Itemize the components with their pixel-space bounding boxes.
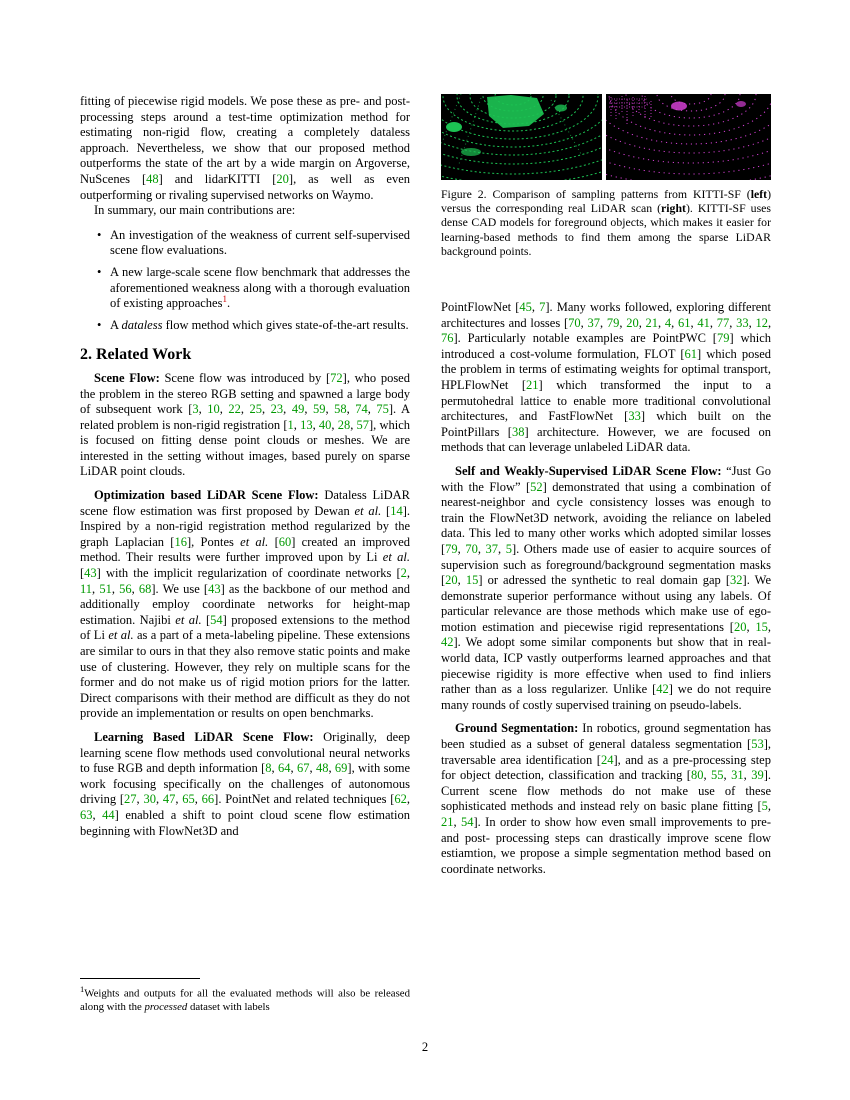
ground-segmentation-paragraph: Ground Segmentation: In robotics, ground segmentation has been studied as a subset of general dataless segmentation [53], traversable area identification [24], and as a pre-processing step for object detection, classification and tracking [80, 55, 31, 39]. Current scene flow methods do not make use of these sophisticated methods and instead rely on basic plane fitting [5, 21, 54]. In order to show how even small improvements to pre- and post- processing steps can drastically improve scene flow estiamtion, we propose a simple segmentation method based on coordinate networks. [441,721,772,876]
citation-link[interactable]: 31 [731,768,744,783]
citation-link[interactable]: 75 [376,402,389,417]
citation-link[interactable]: 49 [291,402,305,417]
citation-link[interactable]: 57 [356,417,370,432]
citation-link[interactable]: 39 [751,768,764,783]
citation-link[interactable]: 7 [539,300,546,315]
citation-link[interactable]: 20 [626,315,639,330]
pointflownet-paragraph: PointFlowNet [45, 7]. Many works followed, exploring different architectures and losses [70, 37, 79, 20, 21, 4, 61, 41, 77, 33, 12, 76]. Particularly notable examples are PointPWC [79] which introduced a cost-volume formulation, FLOT [61] which posed the problem in terms of estimating weights for optimal transport, HPLFlowNet [21] which transformed the input to a permutohedral lattice to enable more traditional convolutional architectures, and FastFlowNet [33] which built on the PointPillars [38] architecture. However, we are focused on methods that can leverage unlabeled LiDAR data. [441,300,772,455]
right-column [441,94,771,877]
citation-link[interactable]: 13 [300,417,313,432]
paragraph-lead: Ground Segmentation: [455,721,579,736]
citation-link[interactable]: 48 [146,171,159,186]
citation-link[interactable]: 37 [485,541,499,556]
citation-link[interactable]: 41 [697,315,710,330]
contributions-list [80,228,410,334]
citation-link[interactable]: 24 [600,752,614,767]
intro-continuation-paragraph: fitting of piecewise rigid models. We pose these as pre- and post-processing steps around a test-time optimization method for estimating non-rigid flow, creating a completely dataless approach. Nevertheless, we show that our proposed method outperforms the state of the art by a wide margin on Argoverse, NuScenes [48] and lidarKITTI [20], as well as even outperforming or rivaling supervised networks on Waymo. [80,94,410,202]
citation-link[interactable]: 14 [390,503,403,518]
learning-paragraph: Learning Based LiDAR Scene Flow: Originally, deep learning scene flow methods used convolutional neural networks to fuse RGB and depth information [8, 64, 67, 48, 69], with some work focusing specifically on the challenges of autonomous driving [27, 30, 47, 65, 66]. PointNet and related techniques [62, 63, 44] enabled a shift to point cloud scene flow estimation beginning with FlowNet3D and [80,729,410,838]
figure-2 [441,94,771,258]
citation-link[interactable]: 21 [441,815,454,830]
citation-link[interactable]: 62 [394,792,407,807]
citation-link[interactable]: 48 [315,761,329,776]
citation-link[interactable]: 27 [124,792,137,807]
footnote-marker-link[interactable]: 1 [222,293,227,304]
citation-link[interactable]: 22 [228,402,241,417]
paragraph-lead: Scene Flow: [94,370,160,385]
citation-link[interactable]: 3 [192,402,199,417]
citation-link[interactable]: 54 [210,612,223,627]
citation-link[interactable]: 5 [761,799,768,814]
footnote [80,978,410,1014]
citation-link[interactable]: 69 [334,761,348,776]
citation-link[interactable]: 43 [84,566,97,581]
citation-link[interactable]: 12 [755,315,768,330]
citation-link[interactable]: 28 [337,417,351,432]
citation-link[interactable]: 79 [606,315,620,330]
citation-link[interactable]: 66 [201,792,215,807]
citation-link[interactable]: 59 [312,402,326,417]
citation-link[interactable]: 63 [80,807,93,822]
self-supervised-paragraph: Self and Weakly-Supervised LiDAR Scene Flow: “Just Go with the Flow” [52] demonstrated that using a combination of nearest-neighbor and cycle consistency losses was enough to train the FlowNet3D network, avoiding the reliance on labeled data. This led to many other works which adopted similar losses [79, 70, 37, 5]. Others made use of easier to acquire sources of supervision such as foreground/background segmentation masks [20, 15] or adressed the synthetic to real domain gap [32]. We demonstrate superior performance without using any labels. Of particular relevance are those methods which make use of ego-motion estimation and piecewise rigid representations [20, 15, 42]. We adopt some similar components but show that in real-world data, ICP vastly outperforms learned approaches and that piecewise rigidity is more effective when used to find inliers rather than as a loss regularizer. Unlike [42] we do not require many rounds of costly supervised training on pseudo-labels. [441,463,772,712]
citation-link[interactable]: 21 [526,377,539,392]
citation-link[interactable]: 42 [656,682,669,697]
citation-link[interactable]: 30 [143,792,156,807]
citation-link[interactable]: 79 [445,541,458,556]
citation-link[interactable]: 15 [755,619,768,634]
bullet-item: • An investigation of the weakness of current self-supervised scene flow evaluations. [110,228,410,259]
citation-link[interactable]: 70 [465,541,478,556]
citation-link[interactable]: 77 [716,315,730,330]
citation-link[interactable]: 65 [182,792,195,807]
citation-link[interactable]: 67 [296,761,310,776]
citation-link[interactable]: 11 [80,581,93,596]
citation-link[interactable]: 33 [628,409,641,424]
left-column [80,94,410,976]
right-column-text [441,300,771,877]
contributions-intro: In summary, our main contributions are: [94,203,296,218]
citation-link[interactable]: 72 [330,370,343,385]
citation-link[interactable]: 74 [355,402,368,417]
citation-link[interactable]: 20 [733,619,747,634]
citation-link[interactable]: 23 [270,402,284,417]
scene-flow-paragraph: Scene Flow: Scene flow was introduced by [72], who posed the problem in the stereo RGB setting and spawned a large body of subsequent work [3, 10, 22, 25, 23, 49, 59, 58, 74, 75]. A related problem is non-rigid registration [1, 13, 40, 28, 57], which is focused on fitting dense point clouds or meshes. We are interested in the setting without images, based purely on sparse LiDAR point clouds. [80,370,410,479]
citation-link[interactable]: 64 [278,761,291,776]
citation-link[interactable]: 56 [119,581,132,596]
citation-link[interactable]: 38 [511,424,525,439]
footnote-rule [80,978,200,979]
citation-link[interactable]: 21 [645,315,659,330]
citation-link[interactable]: 55 [711,768,724,783]
paragraph-lead: Learning Based LiDAR Scene Flow: [94,729,314,744]
citation-link[interactable]: 20 [276,171,289,186]
citation-link[interactable]: 20 [445,573,458,588]
section-heading-related-work: 2. Related Work [80,346,192,364]
citation-link[interactable]: 61 [684,346,697,361]
paragraph-lead: Optimization based LiDAR Scene Flow: [94,488,319,503]
citation-link[interactable]: 43 [208,581,221,596]
citation-link[interactable]: 10 [207,402,220,417]
citation-link[interactable]: 51 [99,581,112,596]
figure2-caption: Figure 2. Comparison of sampling patterns from KITTI-SF (left) versus the corresponding real LiDAR scan (right). KITTI-SF uses dense CAD models for foreground objects, which makes it easier for learning-based methods to find them among the sparse LiDAR background points. [441,187,771,258]
citation-link[interactable]: 53 [751,737,764,752]
citation-link[interactable]: 80 [690,768,704,783]
citation-link[interactable]: 16 [174,534,187,549]
citation-link[interactable]: 70 [568,315,581,330]
paragraph-lead: Self and Weakly-Supervised LiDAR Scene Flow: [455,463,722,478]
citation-link[interactable]: 32 [730,573,743,588]
citation-link[interactable]: 61 [678,315,691,330]
citation-link[interactable]: 40 [318,417,332,432]
citation-link[interactable]: 8 [265,761,272,776]
citation-link[interactable]: 1 [287,417,294,432]
citation-link[interactable]: 42 [441,635,454,650]
footnote-marker: 1 [80,984,85,994]
citation-link[interactable]: 76 [441,331,454,346]
citation-link[interactable]: 4 [664,315,672,330]
citation-link[interactable]: 2 [400,566,407,581]
optimization-paragraph: Optimization based LiDAR Scene Flow: Dataless LiDAR scene flow estimation was first proposed by Dewan et al. [14]. Inspired by a non-rigid registration method regularized by the graph Laplacian [16], Pontes et al. [60] created an improved method. Their results were further improved upon by Li et al. [43] with the implicit regularization of coordinate networks [2, 11, 51, 56, 68]. We use [43] as the backbone of our method and additionally employ coordinate networks for height-map estimation. Najibi et al. [54] proposed extensions to the method of Li et al. as a part of a meta-labeling pipeline. These extensions are similar to ours in that they also remove static points and make use of clustering. However, they rely on multiple scans for the former and do not make us of rigid motion priors for the latter. Direct comparisons with their method are difficult as they do not provide an implementation or results on open benchmarks. [80,488,410,721]
citation-link[interactable]: 44 [102,807,115,822]
lidar-comparison-graphic [441,94,771,180]
citation-link[interactable]: 45 [519,300,532,315]
citation-link[interactable]: 5 [505,541,512,556]
citation-link[interactable]: 52 [530,479,543,494]
citation-link[interactable]: 60 [278,534,292,549]
footnote-text: $^1$Weights and outputs for all the evaluated methods will also be released along with the processed dataset with labels [80,984,410,1013]
citation-link[interactable]: 54 [461,815,474,830]
citation-link[interactable]: 15 [465,573,479,588]
citation-link[interactable]: 68 [138,581,152,596]
citation-link[interactable]: 25 [249,402,263,417]
figure2-image [441,94,771,180]
bullet-item: • A new large-scale scene flow benchmark that addresses the aforementioned weakness along with a thorough evaluation of existing approaches$^1$. [110,265,410,312]
page-number: 2 [421,1040,429,1054]
citation-link[interactable]: 79 [716,331,730,346]
citation-link[interactable]: 58 [334,402,347,417]
citation-link[interactable]: 37 [587,315,600,330]
bullet-item: • A dataless flow method which gives state-of-the-art results. [110,318,410,334]
citation-link[interactable]: 47 [162,792,176,807]
citation-link[interactable]: 33 [736,315,749,330]
